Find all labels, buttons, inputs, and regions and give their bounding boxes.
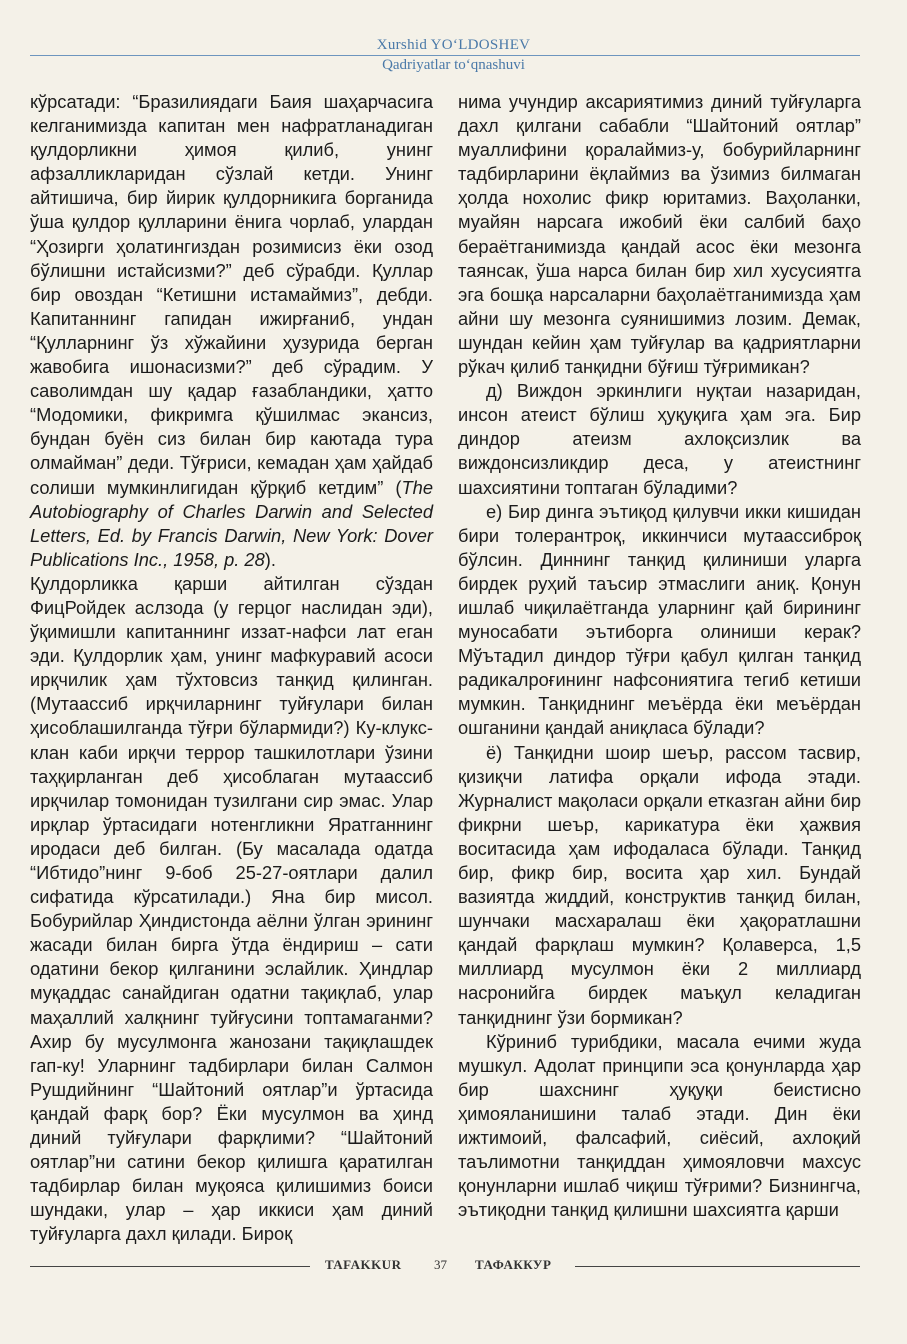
footer-rule-left — [30, 1266, 310, 1267]
header-series-title: Qadriyatlar to‘qnashuvi — [382, 57, 525, 73]
footer-journal-cyrillic: ТАФАККУР — [475, 1257, 552, 1272]
paragraph-e: е) Бир динга эътиқод қилувчи икки кишидан бири толерантроқ, иккинчиси мутаассиброқ бўлсин. Диннинг танқид қилиниши уларга бирдек руҳий таъсир этмаслиги аниқ. Қонун ишлаб чиқилаётганда уларнинг қай бирининг муносабати эътиборга олиниши керак? Мўътадил диндор тўғри қабул қилган танқид радикалроғининг нафсониятига тегиб кетиши мумкин. Танқиднинг меъёрда ёки меъёрдан ошганини қандай аниқласа бўлади? — [458, 500, 861, 739]
running-header — [0, 36, 907, 74]
paragraph-yo: ё) Танқидни шоир шеър, рассом тасвир, қизиқчи латифа орқали ифода этади. Журналист мақоласи орқали етказган айни бир фикрни шеър, карикатура ёки ҳажвия воситасида ҳам ифодаласа бўлади. Танқид бир, фикр бир, восита ҳар хил. Бундай вазиятда жиддий, конструктив танқид билан, шунчаки масхаралаш ёки ҳақоратлашни қандай фарқлаш мумкин? Қолаверса, 1,5 миллиард мусулмон ёки 2 миллиард насронийга бирдек маъқул келадиган танқиднинг ўзи бормикан? — [458, 741, 861, 1028]
page-number: 37 — [434, 1257, 447, 1272]
citation-italic: The Autobiography of Charles Darwin and Selected Letters, Ed. by Francis Darwin, New York: Dover Publications Inc., 1958, p. 28 — [30, 476, 433, 570]
paragraph-conclusion: Кўриниб турибдики, масала ечими жуда мушкул. Адолат принципи эса қонунларда ҳар бир шахснинг ҳуқуқи беистисно ҳимояланишини талаб этади. Дин ёки ижтимоий, фалсафий, сиёсий, ахлоқий таълимотни танқиддан ҳимояловчи махсус қонунларни ишлаб чиқиш тўғрими? Бизнингча, эътиқодни танқид қилишни шахсиятга қарши — [458, 1030, 861, 1221]
header-author: Xurshid YO‘LDOSHEV — [376, 37, 531, 53]
footer-rule-right — [575, 1266, 860, 1267]
right-column — [458, 90, 861, 1222]
paragraph-continuation: нима учундир аксариятимиз диний туйғуларга дахл қилгани сабабли “Шайтоний оятлар” муаллифини қоралаймиз-у, бобурийларнинг тадбирларини ёқлаймиз ва ўзимиз билмаган ҳолда нохолис фикр юритамиз. Ваҳоланки, муайян нарсага ижобий ёки салбий баҳо бераётганимизда қандай асос ёки мезонга таянсак, ўша нарса билан бир хил хусусиятга эга бошқа нарсаларни баҳолаётганимизда ҳам айни шу мезонга суянишимиз лозим. Демак, шундан кейин ҳам туйғулар ва қадриятларни рўкач қилиб танқидни бўғиш тўғримикан? — [458, 91, 861, 378]
paragraph-d: д) Виждон эркинлиги нуқтаи назаридан, инсон атеист бўлиш ҳуқуқига ҳам эга. Бир диндор атеизм ахлоқсизлик ва виждонсизликдир деса, у атеистнинг шахсиятини топтаган бўладими? — [458, 380, 861, 498]
quote-end: ). — [264, 548, 276, 570]
paragraph-slavery: Қулдорликка қарши айтилган сўздан ФицРойдек аслзода (у герцог наслидан эди), ўқимишли капитаннинг иззат-нафси лат еган эди. Қулдорлик ҳам, унинг мафкуравий асоси ирқчилик ҳам тўхтовсиз танқид қилинган. (Мутаассиб ирқчиларнинг туйғулари билан ҳисоблашилганда тўғри бўлармиди?) Ку-клукс-клан каби ирқчи террор ташкилотлари ўзини таҳқирланган деб ҳисоблаган мутаассиб ирқчилар томонидан тузилгани сир эмас. Улар ирқлар ўртасидаги нотенгликни Яратганнинг иродаси деб билган. (Бу масалада одатда “Ибтидо”нинг 9-боб 25-27-оятлари далил сифатида кўрсатилади.) Яна бир мисол. Бобурийлар Ҳиндистонда аёлни ўлган эрининг жасади билан бирга ўтда ёндириш – сати одатини бекор қилганини эслайлик. Ҳиндлар муқаддас санайдиган одатни тақиқлаб, улар маҳаллий халқнинг туйғусини топтамаганми? Ахир бу мусулмонга жанозани тақиқлашдек гап-ку! Уларнинг тадбирлари билан Салмон Рушдийнинг “Шайтоний оятлар”и ўртасида қандай фарқ бор? Ёки мусулмон ва ҳинд диний туйғулари фарқлими? “Шайтоний оятлар”ни сатини бекор қилишга қаратилган тадбирлар билан муқояса қилишимиз боиси шундаки, улар – ҳар иккиси ҳам диний туйғуларга дахл қилади. Бироқ — [30, 572, 433, 1245]
paragraph-quote — [30, 90, 433, 572]
quote-text: кўрсатади: “Бразилиядаги Баия шаҳарчасига келганимизда капитан мен нафратланадиган қулдорликни ҳимоя қилиб, унинг афзалликларидан сўзлай кетди. Унинг айтишича, бир йирик қулдорникига борганида ўша қулдор қулларини ёнига чорлаб, улардан “Ҳозирги ҳолатингиздан розимисиз ёки озод бўлишни истайсизми?” деб сўрабди. Қуллар бир овоздан “Кетишни истамаймиз”, дебди. Капитаннинг гапидан ижирғаниб, ундан “Қулларнинг ўз хўжайини ҳузурида берган жавобига ишонасизми?” деб сўрадим. У саволимдан шу қадар ғазабландики, ҳатто “Модомики, фикримга қўшилмас экансиз, бундан буён сиз билан бир каютада тура олмайман” деди. Тўғриси, кемадан ҳам ҳайдаб солиши мумкинлигидан қўрқиб кетдим” ( — [30, 91, 433, 498]
left-column — [30, 90, 433, 1247]
header-rule — [30, 55, 860, 56]
footer-journal-latin: TAFAKKUR — [325, 1257, 402, 1272]
page-footer — [30, 1256, 860, 1276]
